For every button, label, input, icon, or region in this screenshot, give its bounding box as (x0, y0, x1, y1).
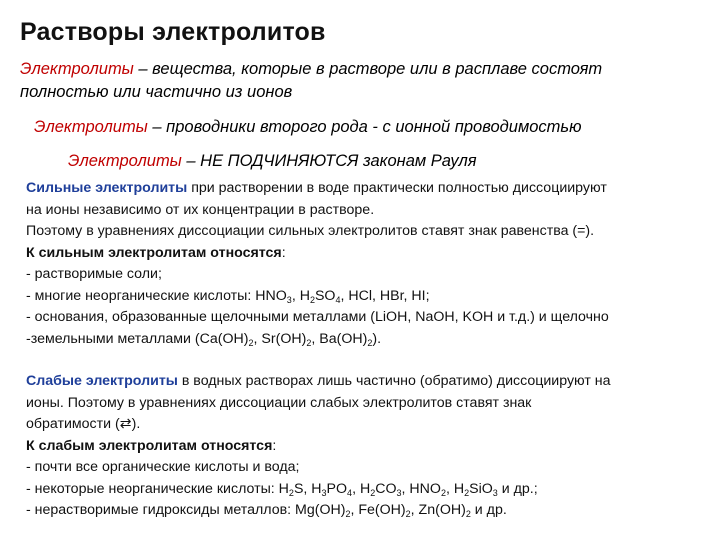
subscript: 2 (309, 294, 315, 305)
strong-line-1: при растворении в воде практически полностью диссоциируют (187, 180, 607, 196)
subscript: 2 (248, 337, 254, 348)
strong-line-2: на ионы независимо от их концентрации в растворе. (26, 201, 375, 218)
definition-text: – проводники второго рода - с ионной проводимостью (147, 118, 582, 136)
text-part: CO (375, 480, 397, 497)
subscript: 2 (345, 509, 351, 519)
strong-item-bases: - основания, образованные щелочными металлами (LiOH, NaOH, KOH и т.д.) и щелочно (26, 309, 609, 325)
weak-item-hydroxides (26, 500, 716, 522)
text-part: и др. (470, 502, 507, 518)
definition-term: Электролиты (20, 60, 134, 78)
weak-list-heading: К слабым электролитам относятся (26, 437, 273, 454)
subscript: 2 (367, 337, 373, 348)
subscript: 2 (440, 487, 446, 498)
strong-term: Сильные электролиты (26, 180, 188, 196)
text-part: , H (445, 480, 465, 497)
text-part: SO (314, 287, 336, 304)
subscript: 3 (286, 294, 292, 305)
strong-item-acids (26, 286, 716, 308)
weak-line-3: обратимости (⇄). (26, 416, 141, 432)
subscript: 2 (465, 509, 471, 519)
definition-term: Электролиты (68, 152, 182, 170)
text-part: , HCl, HBr, HI; (340, 287, 430, 304)
subscript: 2 (370, 487, 376, 498)
weak-electrolytes-section (26, 371, 716, 522)
text-part: , Zn(OH) (410, 502, 466, 518)
definition-text-cont: полностью или частично из ионов (20, 83, 293, 101)
heading-colon: : (272, 437, 277, 454)
strong-list-heading: К сильным электролитам относятся (26, 244, 282, 261)
text-part: , Ba(OH) (311, 330, 368, 347)
text-part: - некоторые неорганические кислоты: H (26, 480, 289, 497)
text-part: , Sr(OH) (253, 330, 307, 347)
slide-title: Растворы электролитов (20, 18, 326, 46)
subscript: 4 (347, 487, 353, 498)
text-part: SiO (469, 480, 493, 497)
weak-line-1: в водных растворах лишь частично (обратимо) диссоциируют на (177, 373, 611, 389)
text-part: PO (326, 480, 348, 497)
weak-item-acids (26, 479, 716, 501)
strong-electrolytes-section (26, 178, 716, 350)
text-part: , H (352, 480, 371, 497)
strong-line-3: Поэтому в уравнениях диссоциации сильных электролитов ставят знак равенства (=). (26, 223, 595, 239)
subscript: 3 (492, 487, 498, 498)
subscript: 3 (321, 487, 327, 498)
text-part: - многие неорганические кислоты: HNO (26, 287, 287, 304)
weak-item-organic: - почти все органические кислоты и вода; (26, 459, 300, 475)
text-part: S, H (293, 480, 322, 497)
strong-item-salts: - растворимые соли; (26, 266, 162, 282)
subscript: 4 (335, 294, 341, 305)
heading-colon: : (281, 244, 286, 261)
text-part: , Fe(OH) (350, 502, 406, 518)
weak-term: Слабые электролиты (26, 373, 178, 389)
text-part: и др.; (497, 480, 538, 497)
text-part: , H (291, 287, 310, 304)
subscript: 2 (288, 487, 294, 498)
definition-text: – вещества, которые в растворе или в расплаве состоят (133, 60, 603, 78)
definition-raoult (68, 150, 477, 173)
definition-term: Электролиты (34, 118, 148, 136)
definition-text: – НЕ ПОДЧИНЯЮТСЯ законам Рауля (181, 152, 477, 170)
definition-conductors (34, 116, 582, 139)
text-part: ). (372, 330, 382, 347)
subscript: 2 (464, 487, 470, 498)
weak-line-2: ионы. Поэтому в уравнениях диссоциации слабых электролитов ставят знак (26, 394, 532, 411)
subscript: 3 (396, 487, 402, 498)
text-part: -земельными металлами (Ca(OH) (26, 330, 249, 347)
subscript: 2 (306, 337, 312, 348)
definition-ions (20, 58, 710, 104)
strong-item-bases-cont (26, 329, 716, 351)
text-part: - нерастворимые гидроксиды металлов: Mg(OH) (26, 502, 346, 518)
subscript: 2 (405, 509, 411, 519)
text-part: , HNO (401, 480, 441, 497)
